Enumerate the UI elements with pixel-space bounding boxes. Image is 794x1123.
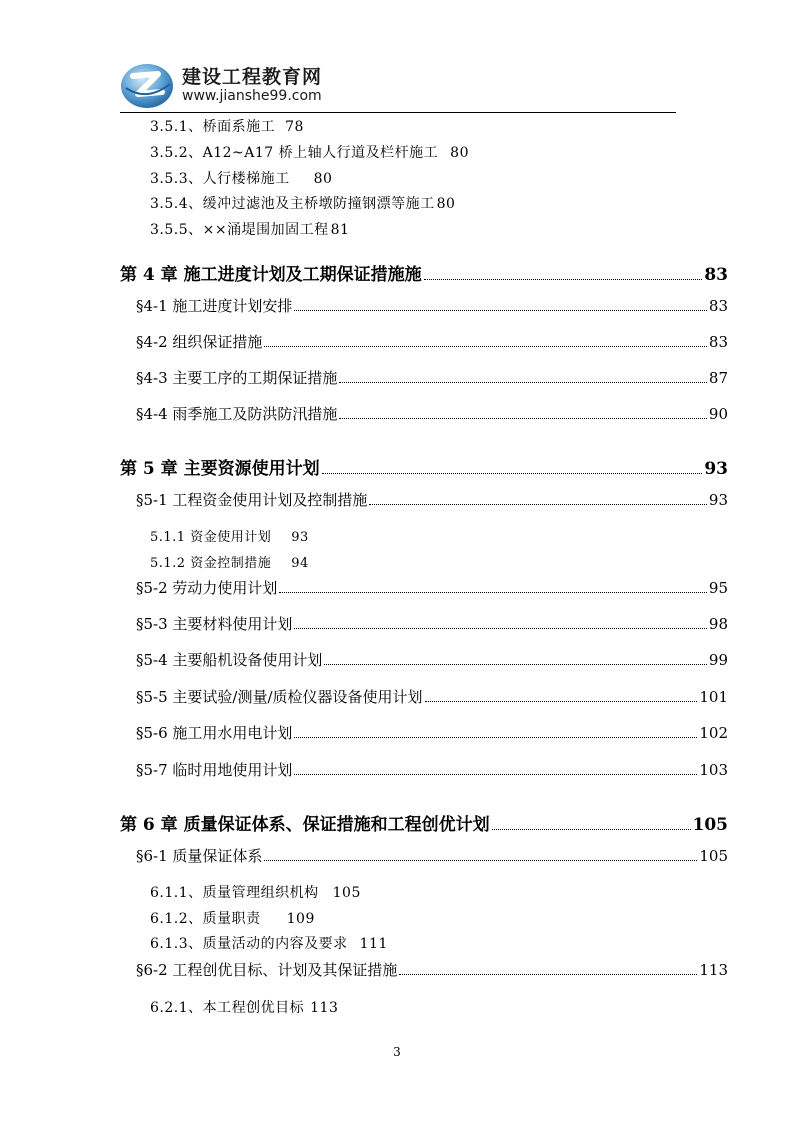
toc-entry-page: 113	[699, 961, 728, 979]
toc-entry[interactable]	[136, 686, 728, 707]
dot-leader	[425, 701, 698, 702]
toc-entry[interactable]	[150, 908, 315, 928]
toc-entry[interactable]	[136, 403, 728, 424]
toc-entry-label: §5-4 主要船机设备使用计划	[136, 651, 323, 669]
toc-entry-label: §4-4 雨季施工及防洪防汛措施	[136, 405, 338, 423]
toc-entry[interactable]	[150, 933, 388, 953]
page-number: 3	[393, 1045, 401, 1059]
jianshe-logo-icon	[120, 58, 174, 112]
dot-leader	[339, 382, 706, 383]
toc-entry[interactable]	[150, 193, 455, 213]
toc-entry[interactable]	[150, 116, 304, 136]
toc-entry-label: §5-5 主要试验/测量/质检仪器设备使用计划	[136, 688, 423, 706]
dot-leader	[369, 504, 706, 505]
toc-entry-label: §5-3 主要材料使用计划	[136, 615, 293, 633]
toc-entry-page: 93	[708, 491, 728, 509]
toc-entry[interactable]	[136, 331, 728, 352]
toc-entry-page: 93	[291, 530, 309, 545]
toc-entry[interactable]	[120, 810, 728, 835]
toc-entry[interactable]	[136, 577, 728, 598]
toc-entry[interactable]	[136, 845, 728, 866]
toc-entry-label: §5-2 劳动力使用计划	[136, 579, 278, 597]
dot-leader	[339, 418, 706, 419]
toc-entry[interactable]	[136, 295, 728, 316]
toc-entry-label: 5.1.1 资金使用计划	[150, 530, 272, 545]
toc-entry[interactable]	[136, 613, 728, 634]
toc-entry-page: 87	[708, 369, 728, 387]
dot-leader	[264, 860, 697, 861]
toc-entry[interactable]	[136, 649, 728, 670]
toc-entry-label: 6.1.1、质量管理组织机构	[150, 885, 319, 901]
toc-entry-page: 81	[330, 222, 350, 238]
site-url[interactable]: www.jianshe99.com	[182, 88, 322, 104]
toc-entry-page: 78	[285, 119, 304, 135]
toc-entry[interactable]	[150, 526, 309, 545]
toc-entry-label: §5-1 工程资金使用计划及控制措施	[136, 491, 368, 509]
toc-entry-label: 3.5.4、缓冲过滤池及主桥墩防撞钢漂等施工	[150, 196, 435, 212]
toc-entry-page: 90	[708, 405, 728, 423]
toc-entry-page: 80	[436, 196, 456, 212]
dot-leader	[322, 473, 703, 474]
toc-entry-label: 第 4 章 施工进度计划及工期保证措施施	[120, 265, 422, 285]
toc-entry-page: 113	[310, 1000, 339, 1016]
toc-entry-page: 111	[359, 936, 388, 952]
page-header	[120, 58, 676, 112]
dot-leader	[264, 346, 706, 347]
dot-leader	[399, 974, 697, 975]
toc-entry-label: 3.5.1、桥面系施工	[150, 119, 276, 135]
toc-entry[interactable]	[150, 997, 338, 1017]
toc-entry[interactable]	[150, 168, 332, 188]
toc-entry-page: 105	[692, 815, 728, 835]
toc-entry-page: 83	[708, 333, 728, 351]
toc-entry-page: 98	[708, 615, 728, 633]
toc-entry-page: 83	[708, 297, 728, 315]
toc-entry-label: §6-1 质量保证体系	[136, 847, 263, 865]
site-name: 建设工程教育网	[182, 66, 323, 88]
toc-entry-label: 第 6 章 质量保证体系、保证措施和工程创优计划	[120, 815, 490, 835]
toc-entry[interactable]	[150, 219, 349, 239]
dot-leader	[294, 628, 706, 629]
toc-entry[interactable]	[136, 489, 728, 510]
toc-entry[interactable]	[136, 959, 728, 980]
toc-entry-label: 3.5.2、A12~A17 桥上轴人行道及栏杆施工	[150, 145, 439, 161]
toc-entry-page: 101	[699, 688, 728, 706]
dot-leader	[279, 592, 706, 593]
toc-entry-page: 94	[291, 556, 309, 571]
toc-entry[interactable]	[136, 367, 728, 388]
toc-entry[interactable]	[136, 759, 728, 780]
toc-entry-page: 80	[450, 145, 469, 161]
toc-entry-label: 6.1.2、质量职责	[150, 911, 261, 927]
toc-entry-page: 105	[699, 847, 728, 865]
toc-entry[interactable]	[150, 142, 469, 162]
toc-entry-label: §5-7 临时用地使用计划	[136, 761, 293, 779]
toc-entry-label: 6.2.1、本工程创优目标	[150, 1000, 305, 1016]
toc-entry-label: §5-6 施工用水用电计划	[136, 724, 293, 742]
toc-entry-label: 6.1.3、质量活动的内容及要求	[150, 936, 348, 952]
dot-leader	[294, 737, 697, 738]
toc-entry-label: 5.1.2 资金控制措施	[150, 556, 272, 571]
toc-entry[interactable]	[150, 552, 309, 571]
toc-entry-page: 93	[704, 459, 728, 479]
toc-entry-page: 103	[699, 761, 728, 779]
toc-entry-page: 99	[708, 651, 728, 669]
dot-leader	[492, 829, 691, 830]
toc-entry[interactable]	[120, 260, 728, 285]
toc-entry-label: §4-1 施工进度计划安排	[136, 297, 293, 315]
toc-entry-page: 109	[286, 911, 315, 927]
toc-entry[interactable]	[136, 722, 728, 743]
toc-entry-page: 105	[332, 885, 361, 901]
toc-entry-label: §4-2 组织保证措施	[136, 333, 263, 351]
dot-leader	[324, 664, 706, 665]
toc-entry-page: 102	[699, 724, 728, 742]
toc-entry-page: 95	[708, 579, 728, 597]
dot-leader	[294, 310, 706, 311]
toc-entry[interactable]	[120, 454, 728, 479]
dot-leader	[424, 279, 703, 280]
toc-entry-label: §4-3 主要工序的工期保证措施	[136, 369, 338, 387]
header-divider	[120, 112, 676, 113]
toc-entry-label: §6-2 工程创优目标、计划及其保证措施	[136, 961, 398, 979]
toc-entry-label: 3.5.3、人行楼梯施工	[150, 171, 290, 187]
toc-entry[interactable]	[150, 882, 361, 902]
toc-entry-page: 80	[313, 171, 333, 187]
dot-leader	[294, 774, 697, 775]
toc-entry-label: 3.5.5、××涌堤围加固工程	[150, 222, 329, 238]
toc-entry-label: 第 5 章 主要资源使用计划	[120, 459, 320, 479]
toc-entry-page: 83	[704, 265, 728, 285]
